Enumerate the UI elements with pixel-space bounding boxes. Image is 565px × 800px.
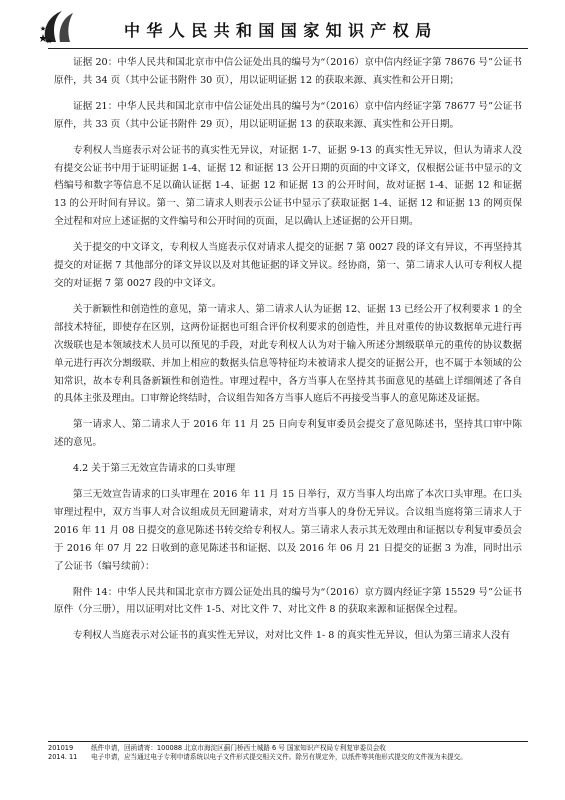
paragraph-third-hearing: 第三无效宣告请求的口头审理在 2016 年 11 月 15 日举行，双方当事人均出席了本次口头审理。在口头审理过程中，双方当事人对合议组成员无回避请求，对对方当事人的身份无异议。合议组当庭将第三请求人于 2016 年 11 月 08 日提交的意见陈述书转交给专利权人。第三请求人表示其无效理由和证据以专利复审委员会于 2016 年 07 月 22 日收到的意见陈述书和证据、以及 2016 年 06 月 21 日提交的证据 3 为准，同时出示了公证书（编号续前）： (54, 489, 522, 572)
paragraph-evidence-21: 证据 21：中华人民共和国北京市中信公证处出具的编号为“（2016）京中信内经证字第 78677 号”公证书原件，共 33 页（其中公证书附件 29 页），用以证明证据 13 的获取来源、真实性和公开日期。 (54, 100, 522, 130)
footer-divider (48, 741, 528, 742)
paragraph-statement-submission: 第一请求人、第二请求人于 2016 年 11 月 25 日向专利复审委员会提交了意见陈述书，坚持其口审中陈述的意见。 (54, 419, 522, 449)
paragraph-novelty: 关于新颖性和创造性的意见，第一请求人、第二请求人认为证据 12、证据 13 已经公开了权利要求 1 的全部技术特征，即使存在区别，这两份证据也可组合评价权利要求的创造性，并且对重传的协议数据单元进行再次级联也是本领域技术人员可以预见的手段，对此专利权人认为对于输入所述分割级联单元的重传的协议数据单元进行再次分割级联、并加上相应的数据头信息等特征均未被请求人提交的证据公开，也不属于本领域的公知常识，故本专利具备新颖性和创造性。审理过程中，各方当事人在坚持其书面意见的基础上详细阐述了各自的具体主张及理由。口审辩论终结时，合议组告知各方当事人庭后不再接受当事人的意见陈述及证据。 (54, 303, 522, 405)
cnipa-logo-icon (40, 8, 76, 46)
header-divider (48, 48, 528, 49)
page-header (0, 0, 565, 52)
page-footer (48, 744, 538, 761)
form-date: 2014. 11 (48, 752, 78, 761)
paragraph-evidence-20: 证据 20：中华人民共和国北京市中信公证处出具的编号为“（2016）京中信内经证字第 78676 号”公证书原件，共 34 页（其中公证书附件 30 页），用以证明证据 12 的获取来源、真实性和公开日期； (54, 57, 522, 86)
paragraph-patentee-opinion: 专利权人当庭表示对公证书的真实性无异议，对证据 1-7、证据 9-13 的真实性无异议，但认为请求人没有提交公证书中用于证明证据 1-4、证据 12 和证据 13 公开日期的页面的中文译文，仅根据公证书中显示的文档编号和数字等信息不足以确认证据 1-4、证据 12 和证据 13 的公开时间，故对证据 1-4、证据 12 和证据 13 的公开时间有异议。第一、第二请求人则表示公证书中显示了获取证据 1-4、证据 12 和证据 13 的网页保全过程和对应上述证据的文件编号和公开时间的页面，足以确认上述证据的公开日期。 (54, 144, 522, 228)
form-code: 201019 (48, 744, 74, 752)
paragraph-patentee-notarial: 专利权人当庭表示对公证书的真实性无异议，对对比文件 1- 8 的真实性无异议，但认为第三请求人没有 (73, 630, 511, 642)
document-body (54, 54, 522, 645)
paragraph-attachment-14: 附件 14：中华人民共和国北京市方圆公证处出具的编号为“（2016）京方圆内经证字第 15529 号”公证书原件（分三册），用以证明对比文件 1-5、对比文件 7、对比文件 8 的获取来源和证据保全过程。 (54, 586, 522, 616)
section-heading: 4.2 关于第三无效宣告请求的口头审理 (73, 463, 236, 475)
footer-electronic-note: 电子申请，应当通过电子专利申请系统以电子文件形式提交相关文件。除另有规定外，以纸件等其他形式提交的文件视为未提交。 (91, 752, 467, 761)
agency-name: 中华人民共和国国家知识产权局 (124, 21, 438, 40)
footer-mail-note: 纸件申请，回函请寄：100088 北京市海淀区蓟门桥西土城路 6 号 国家知识产权局专利复审委员会收 (91, 744, 386, 752)
paragraph-translation: 关于提交的中文译文，专利权人当庭表示仅对请求人提交的证据 7 第 0027 段的译文有异议，不再坚持其提交的对证据 7 其他部分的译文异议以及对其他证据的译文异议。经协商，第一、第二请求人认可专利权人提交的对证据 7 第 0027 段的中文译文。 (54, 242, 522, 289)
